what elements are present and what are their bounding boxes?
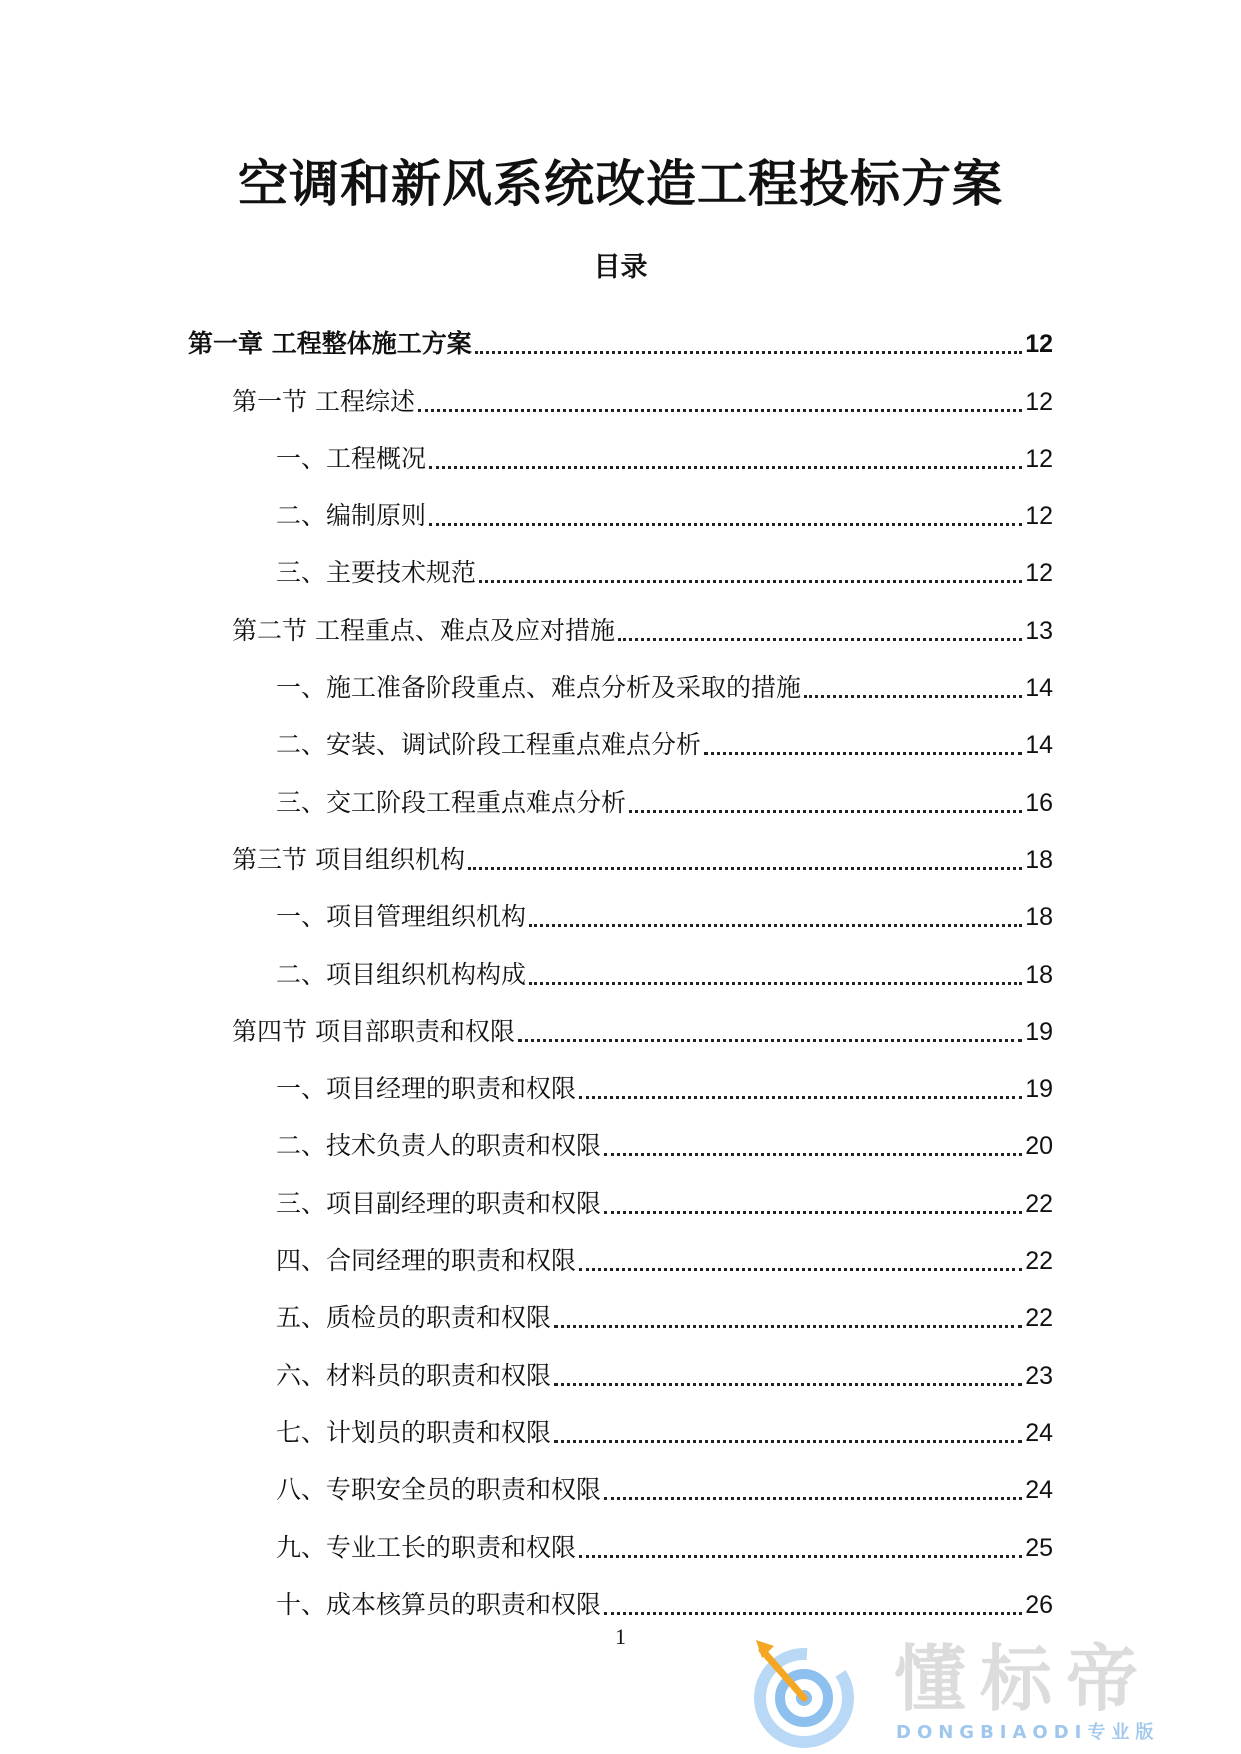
toc-entry[interactable] <box>0 1163 1241 1220</box>
dot-leader <box>554 1383 1022 1386</box>
toc-entry[interactable] <box>0 1049 1241 1106</box>
toc-entry-page: 25 <box>1025 1533 1053 1562</box>
watermark <box>748 1636 1218 1748</box>
toc-entry-page: 14 <box>1025 674 1053 703</box>
toc-entry-title: 三、主要技术规范 <box>276 558 477 588</box>
toc-entry-title: 八、专职安全员的职责和权限 <box>276 1475 602 1505</box>
page-number: 1 <box>615 1624 626 1649</box>
toc-entry-title: 第三节 项目组织机构 <box>232 844 465 874</box>
toc-entry-title: 一、工程概况 <box>276 443 427 473</box>
toc-entry[interactable] <box>0 934 1241 991</box>
toc-entry[interactable] <box>0 476 1241 533</box>
target-arrow-icon <box>748 1636 866 1748</box>
dot-leader <box>604 1612 1022 1615</box>
dot-leader <box>418 409 1022 412</box>
toc-entry[interactable] <box>0 533 1241 590</box>
toc-entry[interactable] <box>0 705 1241 762</box>
toc-entry-page: 22 <box>1025 1247 1053 1276</box>
toc-entry-page: 14 <box>1025 731 1053 760</box>
toc-entry-page: 12 <box>1025 330 1053 359</box>
toc-entry[interactable] <box>0 1335 1241 1392</box>
dot-leader <box>529 982 1022 985</box>
dot-leader <box>604 1497 1022 1500</box>
dot-leader <box>429 466 1022 469</box>
toc-entry-page: 16 <box>1025 788 1053 817</box>
table-of-contents <box>0 304 1241 1622</box>
toc-entry[interactable] <box>0 361 1241 418</box>
toc-entry-title: 七、计划员的职责和权限 <box>276 1417 552 1447</box>
toc-entry[interactable] <box>0 1565 1241 1622</box>
toc-entry[interactable] <box>0 877 1241 934</box>
toc-entry[interactable] <box>0 648 1241 705</box>
toc-entry-title: 六、材料员的职责和权限 <box>276 1360 552 1390</box>
toc-entry[interactable] <box>0 1507 1241 1564</box>
toc-entry-title: 三、项目副经理的职责和权限 <box>276 1188 602 1218</box>
dot-leader <box>554 1325 1022 1328</box>
toc-entry-page: 22 <box>1025 1304 1053 1333</box>
toc-entry-title: 二、项目组织机构构成 <box>276 959 527 989</box>
toc-entry-page: 12 <box>1025 444 1053 473</box>
dot-leader <box>479 580 1022 583</box>
dot-leader <box>629 810 1022 813</box>
watermark-subtitle: DONGBIAODI专业版 <box>896 1722 1160 1743</box>
toc-entry[interactable] <box>0 1106 1241 1163</box>
toc-entry-page: 23 <box>1025 1361 1053 1390</box>
dot-leader <box>579 1096 1022 1099</box>
toc-entry-page: 18 <box>1025 903 1053 932</box>
dot-leader <box>518 1039 1022 1042</box>
dot-leader <box>618 638 1022 641</box>
toc-entry-title: 四、合同经理的职责和权限 <box>276 1246 577 1276</box>
toc-entry-title: 二、技术负责人的职责和权限 <box>276 1131 602 1161</box>
toc-entry-page: 26 <box>1025 1590 1053 1619</box>
toc-entry[interactable] <box>0 992 1241 1049</box>
toc-heading: 目录 <box>593 252 648 283</box>
dot-leader <box>804 695 1022 698</box>
toc-entry[interactable] <box>0 1450 1241 1507</box>
page-title: 空调和新风系统改造工程投标方案 <box>238 155 1003 213</box>
toc-entry-page: 22 <box>1025 1189 1053 1218</box>
toc-entry-title: 九、专业工长的职责和权限 <box>276 1532 577 1562</box>
toc-entry-title: 第四节 项目部职责和权限 <box>232 1016 515 1046</box>
toc-entry-title: 第二节 工程重点、难点及应对措施 <box>232 615 615 645</box>
toc-entry[interactable] <box>0 419 1241 476</box>
toc-entry-title: 一、施工准备阶段重点、难点分析及采取的措施 <box>276 673 802 703</box>
toc-entry-title: 一、项目管理组织机构 <box>276 902 527 932</box>
toc-entry-page: 19 <box>1025 1017 1053 1046</box>
toc-entry[interactable] <box>0 762 1241 819</box>
toc-entry-title: 第一节 工程综述 <box>232 386 415 416</box>
dot-leader <box>554 1440 1022 1443</box>
toc-entry-page: 12 <box>1025 502 1053 531</box>
toc-entry-title: 二、安装、调试阶段工程重点难点分析 <box>276 730 702 760</box>
toc-entry[interactable] <box>0 304 1241 361</box>
dot-leader <box>475 351 1022 354</box>
toc-entry[interactable] <box>0 820 1241 877</box>
toc-entry-page: 24 <box>1025 1418 1053 1447</box>
toc-entry-title: 第一章 工程整体施工方案 <box>188 329 472 359</box>
toc-entry-title: 一、项目经理的职责和权限 <box>276 1074 577 1104</box>
toc-entry-page: 13 <box>1025 616 1053 645</box>
dot-leader <box>604 1211 1022 1214</box>
toc-entry-page: 24 <box>1025 1476 1053 1505</box>
toc-entry-title: 十、成本核算员的职责和权限 <box>276 1589 602 1619</box>
toc-entry-title: 五、质检员的职责和权限 <box>276 1303 552 1333</box>
toc-entry-page: 18 <box>1025 845 1053 874</box>
toc-entry-title: 三、交工阶段工程重点难点分析 <box>276 787 627 817</box>
dot-leader <box>468 867 1022 870</box>
toc-entry[interactable] <box>0 1278 1241 1335</box>
toc-entry-page: 20 <box>1025 1132 1053 1161</box>
toc-entry[interactable] <box>0 590 1241 647</box>
toc-entry[interactable] <box>0 1393 1241 1450</box>
dot-leader <box>579 1268 1022 1271</box>
dot-leader <box>529 924 1022 927</box>
toc-entry-page: 12 <box>1025 559 1053 588</box>
toc-entry-page: 12 <box>1025 387 1053 416</box>
dot-leader <box>604 1153 1022 1156</box>
watermark-name: 懂标帝 <box>894 1637 1153 1721</box>
toc-entry-title: 二、编制原则 <box>276 501 427 531</box>
toc-entry[interactable] <box>0 1221 1241 1278</box>
dot-leader <box>704 752 1022 755</box>
toc-entry-page: 18 <box>1025 960 1053 989</box>
dot-leader <box>579 1555 1022 1558</box>
toc-entry-page: 19 <box>1025 1075 1053 1104</box>
dot-leader <box>429 523 1022 526</box>
